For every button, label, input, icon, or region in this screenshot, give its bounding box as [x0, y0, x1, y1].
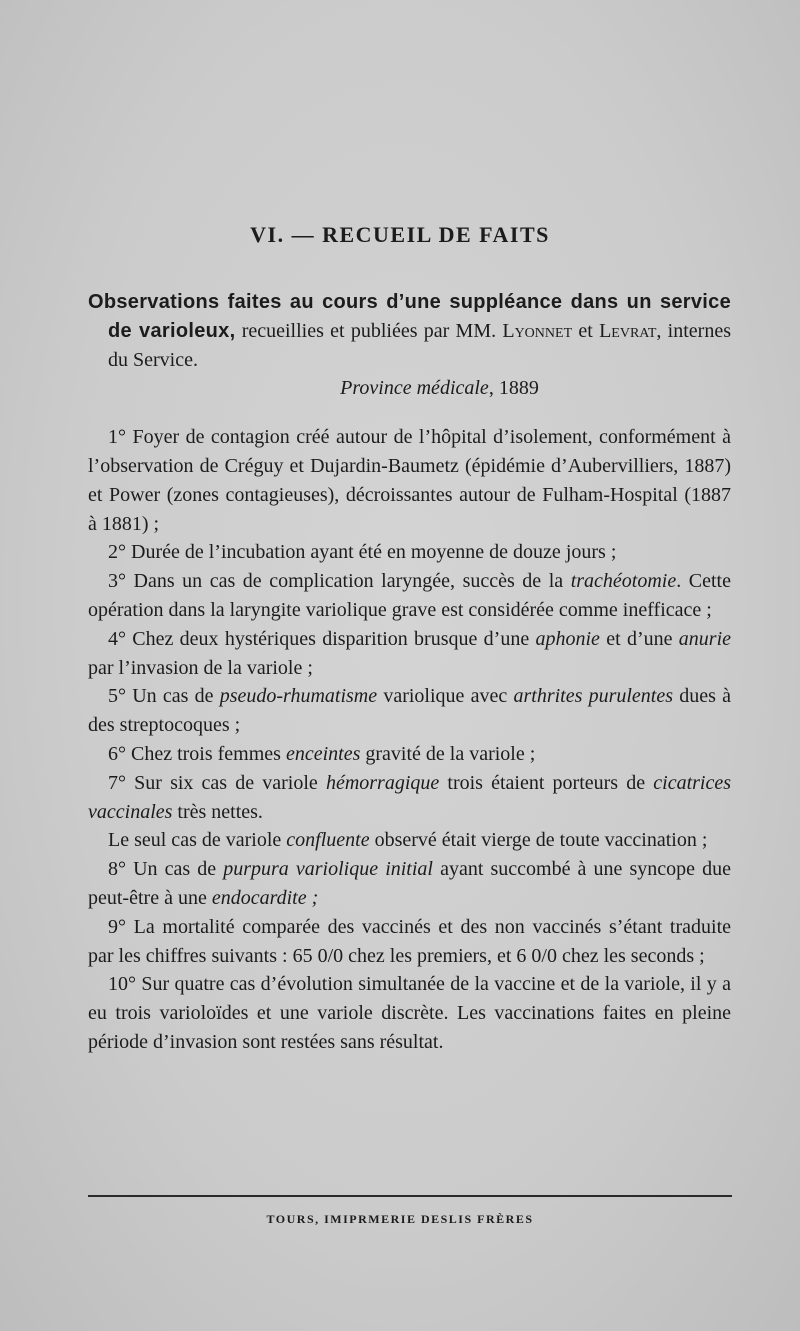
item-text: observé était vierge de toute vaccination ; [369, 829, 708, 852]
source-year: , 1889 [488, 377, 539, 400]
item-text: dues à des streptocoques ; [88, 685, 731, 737]
item-text: ayant succombé à une syncope due peut-être à une [88, 858, 731, 909]
article-and: et [572, 319, 600, 342]
item-text: trois étaient porteurs de [439, 771, 654, 794]
item-text: 5° Un cas de [108, 685, 220, 708]
item-text: 10° Sur quatre cas d’évolution simultanée de la vaccine et de la variole, il y a eu trois varioloïdes et une variole discrète. Les vaccinations faites en pleine période d’invasion sont restées sans résultat. [88, 973, 731, 1053]
italic-term: arthrites purulentes [513, 685, 674, 708]
item-text: par l’invasion de la variole ; [88, 656, 313, 679]
item-text: 7° Sur six cas de variole [108, 771, 326, 794]
item-text: 4° Chez deux hystériques disparition brusque d’une [108, 627, 536, 650]
italic-term: aphonie [535, 627, 600, 650]
italic-term: anurie [678, 627, 731, 650]
item-text: 8° Un cas de [108, 858, 224, 881]
observation-item [88, 567, 731, 625]
author-lyonnet: Lyonnet [502, 319, 573, 342]
article-tail: , internes du Service. [108, 319, 731, 371]
observation-item [88, 625, 731, 683]
source-journal: Province médicale [340, 377, 489, 400]
item-text: 3° Dans un cas de complication laryngée, succès de la [108, 570, 571, 593]
italic-term: pseudo-rhumatisme [219, 685, 378, 708]
observation-item [88, 769, 731, 827]
italic-term: trachéotomie [570, 570, 677, 593]
observation-item [88, 855, 731, 913]
author-levrat: Levrat [599, 319, 657, 342]
observation-item [88, 913, 731, 971]
article-source [88, 374, 731, 403]
observation-item [88, 538, 731, 567]
footer-rule [88, 1195, 732, 1197]
printer-line: TOURS, IMIPRMERIE DESLIS FRÈRES [266, 1212, 534, 1226]
italic-term: purpura variolique initial [223, 858, 433, 881]
observation-list [88, 423, 731, 1057]
italic-term: endocardite ; [211, 886, 319, 909]
item-text: 9° La mortalité comparée des vaccinés et des non vaccinés s’étant traduite par les chiffres suivants : 65 0/0 chez les premiers, et 6 0/0 chez les seconds ; [88, 915, 731, 967]
item-text: Le seul cas de variole [108, 829, 287, 852]
item-text: 6° Chez trois femmes [108, 742, 286, 765]
article-title: Observations faites au cours d’une suppléance dans un service de varioleux, [88, 291, 731, 342]
article-intro: recueillies et publiées par MM. [235, 319, 503, 342]
item-text: 1° Foyer de contagion créé autour de l’hôpital d’isolement, conformément à l’observation de Créguy et Dujardin-Baumetz (épidémie d’Aubervilliers, 1887) et Power (zones contagieuses), décroissantes autour de Fulham-Hospital (1887 à 1881) ; [88, 426, 731, 535]
chapter-title: VI. — RECUEIL DE FAITS [250, 222, 550, 247]
observation-item [88, 826, 731, 855]
item-text: 2° Durée de l’incubation ayant été en moyenne de douze jours ; [108, 541, 617, 564]
item-text: très nettes. [172, 800, 263, 823]
item-text: . Cette opération dans la laryngite variolique grave est considérée comme inefficace ; [88, 570, 731, 621]
article-heading [88, 288, 731, 374]
article [88, 288, 731, 1057]
item-text: variolique avec [377, 685, 514, 708]
observation-item [88, 740, 731, 769]
observation-item [88, 970, 731, 1056]
item-text: et d’une [599, 627, 679, 650]
observation-item [88, 423, 731, 538]
italic-term: hémorragique [325, 771, 440, 794]
item-text: gravité de la variole ; [360, 742, 536, 765]
italic-term: cicatrices vaccinales [88, 771, 732, 823]
italic-term: enceintes [285, 742, 361, 765]
observation-item [88, 682, 731, 740]
italic-term: confluente [286, 829, 370, 852]
